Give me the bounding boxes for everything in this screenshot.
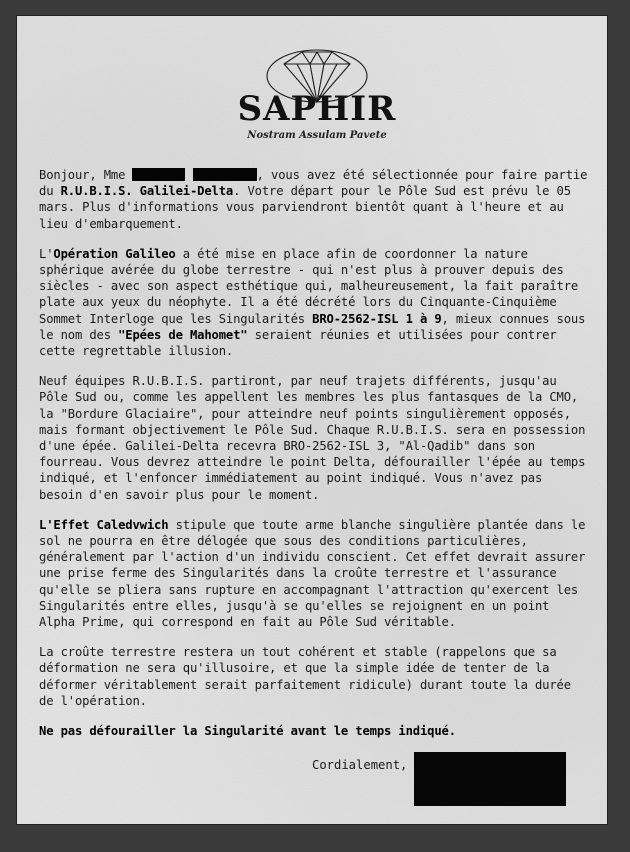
p2-text-e: , mieux connues sous le nom des [39,311,586,342]
saphir-logo [237,46,397,158]
p2-text-a: L' [39,246,54,261]
p2-text-g: seraient réunies et utilisées pour contrer cette regrettable illusion. [39,327,557,359]
logo-name: SAPHIR [237,89,397,129]
redacted-name-2 [193,168,257,181]
warning-line: Ne pas défourailler la Singularité avant le temps indiqué. [39,724,456,739]
paragraph-4 [39,517,589,630]
paragraph-2 [39,246,589,359]
letter-body [39,167,589,753]
paragraph-3: Neuf équipes R.U.B.I.S. partiront, par neuf trajets différents, jusqu'au Pôle Sud ou, comme les appellent les membres les plus fantasques de la CMO, la "Bordure Glaciaire", pour atteindre neuf points singulièrement opposés, mais formant objectivement le Pôle Sud. Chaque R.U.B.I.S. sera en possession d'une épée. Galilei-Delta recevra BRO-2562-ISL 3, "Al-Qadib" dans son fourreau. Vous devrez atteindre le point Delta, défourailler l'épée au temps indiqué, et l'enfoncer immédiatement au point indiqué. Vous n'avez pas besoin d'en savoir plus pour le moment. [39,374,586,502]
letter-sheet [17,16,607,824]
p1-text-end: . Votre départ pour le Pôle Sud est prévu le 05 mars. Plus d'informations vous parviendront bientôt quant à l'heure et au lieu d'embarquement. [39,184,571,231]
p1-text: , vous avez été sélectionnée pour faire partie du [39,168,588,199]
redacted-name-1 [132,168,185,181]
p1-team: R.U.B.I.S. Galilei-Delta [60,184,234,199]
paragraph-5: La croûte terrestre restera un tout cohérent et stable (rappelons que sa déformation ne sera qu'illusoire, et que la simple idée de tenter de la déformer véritablement serait parfaitement ridicule) durant toute la durée de l'opération. [39,645,571,708]
p4-effect: L'Effet Caledvwich [39,517,169,532]
p2-text-c: a été mise en place afin de coordonner la nature sphérique avérée du globe terrestre - qui n'est plus à prouver depuis des siècles - avec son aspect esthétique qui, malheureusement, la fait paraître plate aux yeux du néophyte. Il a été décrété lors du Cinquante-Cinquième Sommet Interloge que les Singularités [39,246,579,326]
paragraph-1 [39,167,589,232]
p2-singularities: BRO-2562-ISL 1 à 9 [312,311,442,326]
closing: Cordialement, [312,758,408,772]
p4-text: stipule que toute arme blanche singulière plantée dans le sol ne pourra en être délogée que sous des conditions particulières, généralement par l'action d'un individu conscient. Cet effet devrait assurer une prise ferme des Singularités dans la croûte terrestre et l'assurance qu'elle se pliera sans rupture en accompagnant l'attraction qu'exercent les Singularités entre elles, jusqu'à se qu'elles se rejoignent en un point Alpha Prime, qui correspond en fait au Pôle Sud véritable. [39,517,586,630]
redacted-signature [414,752,566,806]
p2-swords: "Epées de Mahomet" [118,327,248,342]
p1-greeting: Bonjour, Mme [39,168,133,182]
logo-motto: Nostram Assulam Pavete [247,130,387,141]
p2-operation: Opération Galileo [53,246,176,261]
